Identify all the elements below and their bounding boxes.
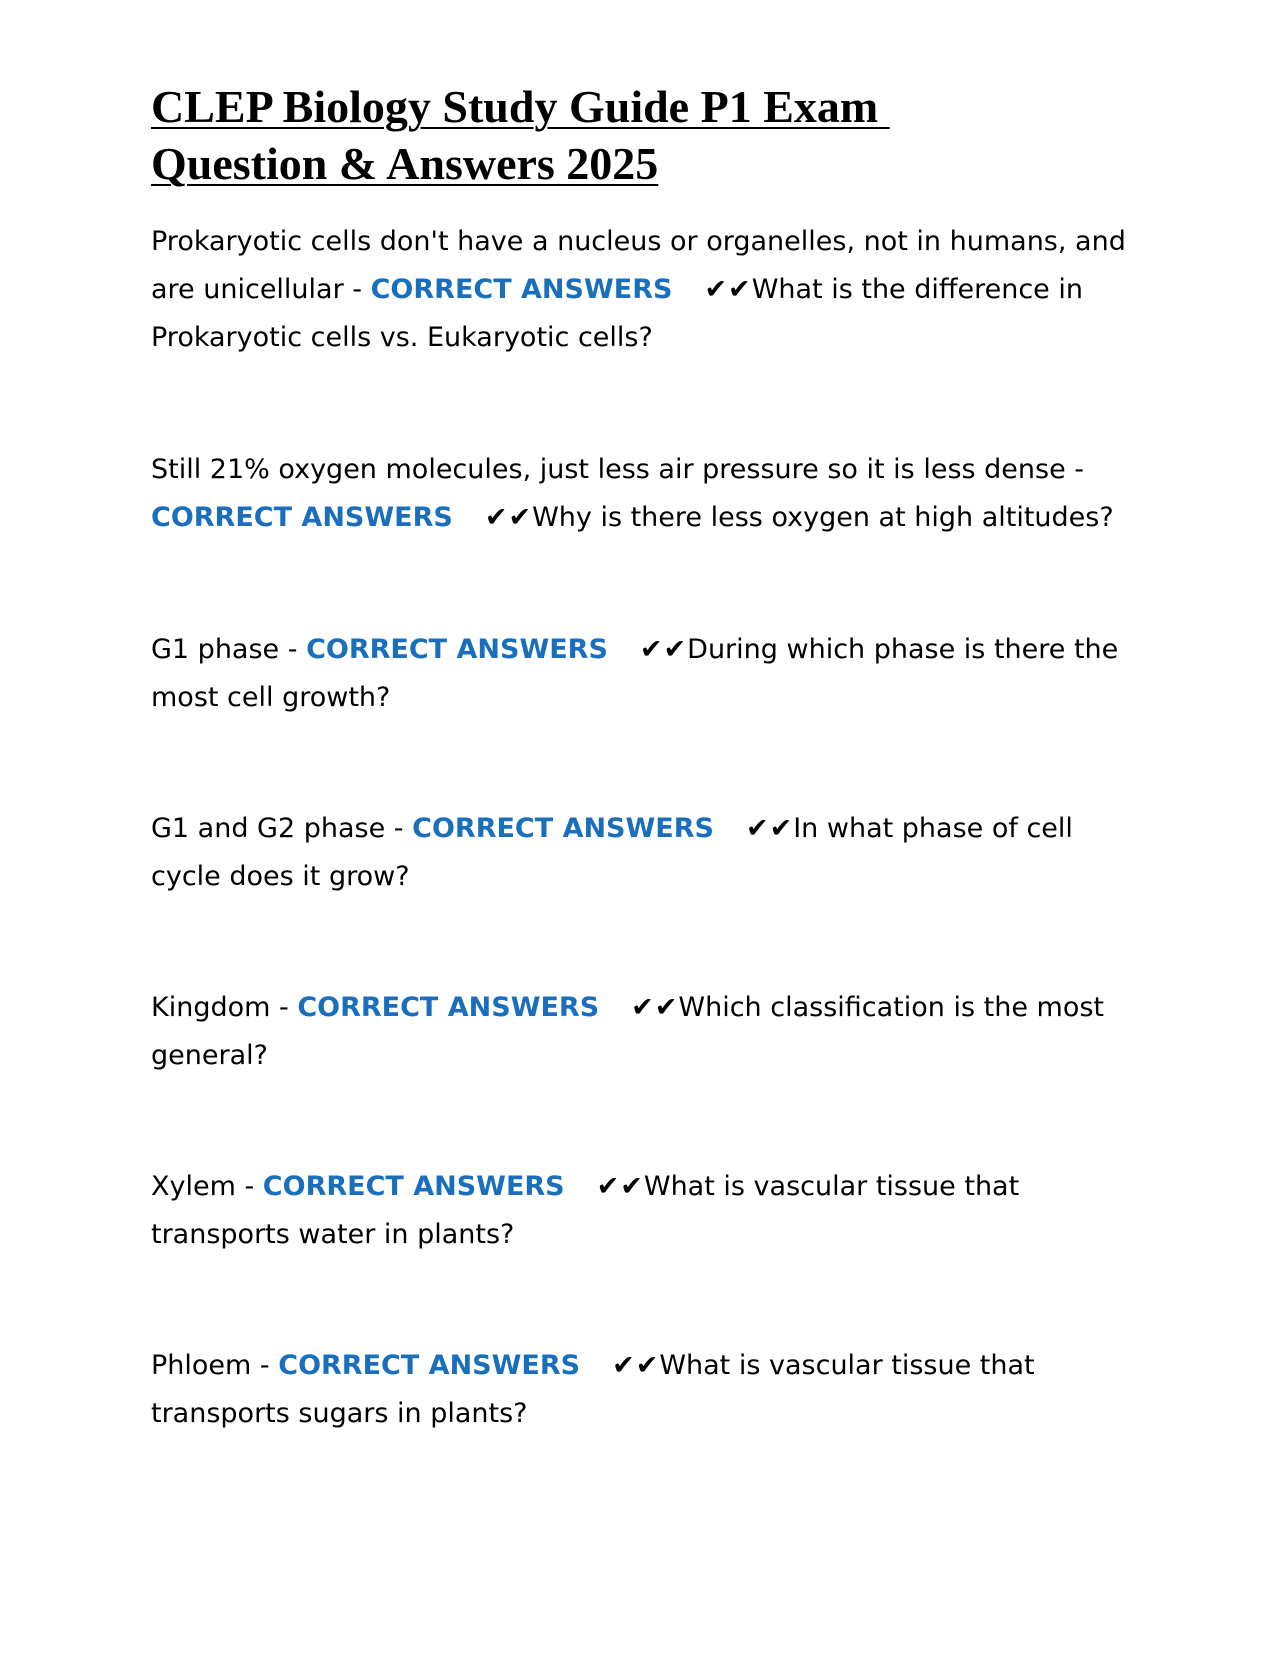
qa-item-xylem [151, 1163, 1141, 1259]
title-line-1: CLEP Biology Study Guide P1 Exam [151, 81, 890, 132]
correct-answers-label: CORRECT ANSWERS [370, 274, 673, 305]
double-check-icon: ✔✔ [484, 502, 533, 533]
double-check-icon: ✔✔ [596, 1171, 644, 1202]
answer-text: Prokaryotic cells don't have a nucleus or organelles, not in humans, and are unicellular - [151, 226, 1126, 305]
document-title [151, 78, 1151, 192]
answer-text: G1 and G2 phase - [151, 813, 413, 844]
question-text: What is the difference in Prokaryotic cells vs. Eukaryotic cells? [151, 274, 1083, 353]
qa-item-kingdom [151, 984, 1141, 1080]
qa-item-phloem [151, 1342, 1141, 1438]
question-text: In what phase of cell cycle does it grow? [151, 813, 1073, 892]
qa-item-g1-phase [151, 626, 1141, 722]
correct-answers-label: CORRECT ANSWERS [151, 502, 453, 533]
double-check-icon: ✔✔ [639, 634, 688, 665]
qa-item-g1-g2-phase [151, 805, 1141, 901]
correct-answers-label: CORRECT ANSWERS [412, 813, 714, 844]
question-text: During which phase is there the most cell growth? [151, 634, 1119, 713]
double-check-icon: ✔✔ [704, 274, 752, 305]
question-text: What is vascular tissue that transports sugars in plants? [151, 1350, 1035, 1429]
answer-text: G1 phase - [151, 634, 307, 665]
title-line-2: Question & Answers 2025 [151, 138, 659, 189]
question-text: Which classification is the most general? [151, 992, 1104, 1071]
double-check-icon: ✔✔ [745, 813, 794, 844]
correct-answers-label: CORRECT ANSWERS [262, 1171, 565, 1202]
correct-answers-label: CORRECT ANSWERS [297, 992, 600, 1023]
qa-item-oxygen [151, 446, 1141, 542]
question-text: Why is there less oxygen at high altitudes? [532, 502, 1114, 533]
answer-text: Xylem - [151, 1171, 263, 1202]
correct-answers-label: CORRECT ANSWERS [278, 1350, 581, 1381]
question-text: What is vascular tissue that transports water in plants? [151, 1171, 1020, 1250]
double-check-icon: ✔✔ [612, 1350, 660, 1381]
correct-answers-label: CORRECT ANSWERS [306, 634, 608, 665]
qa-item-prokaryotic [151, 218, 1141, 362]
answer-text: Kingdom - [151, 992, 298, 1023]
answer-text: Phloem - [151, 1350, 279, 1381]
answer-text: Still 21% oxygen molecules, just less air pressure so it is less dense - [151, 454, 1085, 485]
double-check-icon: ✔✔ [631, 992, 679, 1023]
